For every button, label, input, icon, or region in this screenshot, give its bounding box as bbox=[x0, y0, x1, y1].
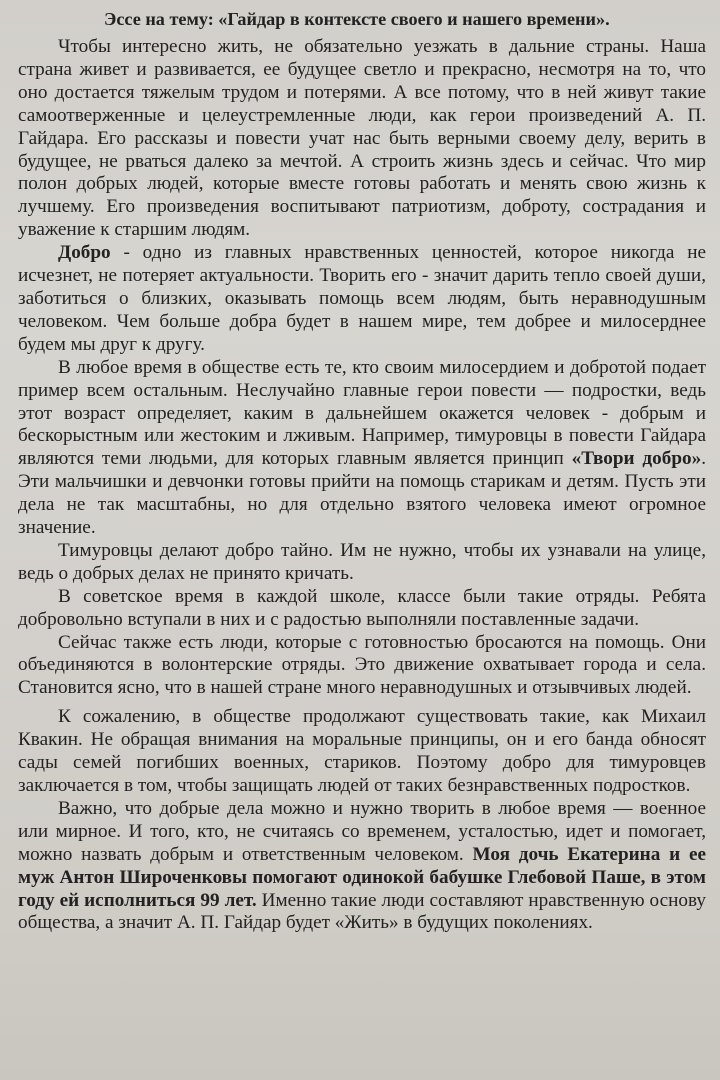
text-run: Именно такие люди составляют нравственную основу общества, а значит А. П. Гайдар будет «Жить» в будущих поколениях. bbox=[18, 889, 706, 934]
text-run: Сейчас также есть люди, которые с готовностью бросаются на помощь. Они объединяются в волонтерские отряды. Это движение охватывает города и села. Становится ясно, что в нашей стране много неравнодушных и отзывчивых людей. bbox=[18, 631, 706, 699]
text-run: Важно, что добрые дела можно и нужно творить в любое время — военное или мирное. И того, кто, не считаясь со временем, усталостью, идет и помогает, можно назвать добрым и ответственным человеком. bbox=[18, 797, 706, 865]
paragraph-4 bbox=[18, 540, 706, 586]
paragraph-7 bbox=[18, 706, 706, 798]
essay-title: Эссе на тему: «Гайдар в контексте своего и нашего времени». bbox=[104, 9, 610, 29]
text-run: В советское время в каждой школе, классе были такие отряды. Ребята добровольно вступали в них и с радостью выполняли поставленные задачи. bbox=[18, 585, 706, 630]
essay-body bbox=[18, 36, 706, 935]
paragraph-6 bbox=[18, 632, 706, 701]
text-run: К сожалению, в обществе продолжают существовать такие, как Михаил Квакин. Не обращая внимания на моральные принципы, он и его банда обносят сады семей погибших военных, стариков. Поэтому добро для тимуровцев заключается в том, чтобы защищать людей от таких безнравственных подростков. bbox=[18, 706, 706, 796]
paragraph-3 bbox=[18, 357, 706, 540]
text-run: - одно из главных нравственных ценностей, которое никогда не исчезнет, не потеряет актуальности. Творить его - значит дарить тепло своей души, заботиться о близких, оказывать помощь всем людям, быть неравнодушным человеком. Чем больше добра будет в нашем мире, тем добрее и милосерднее будем мы друг к другу. bbox=[18, 242, 706, 355]
paragraph-1 bbox=[18, 36, 706, 242]
paragraph-5 bbox=[18, 586, 706, 632]
paragraph-8 bbox=[18, 798, 706, 935]
text-run: . Эти мальчишки и девчонки готовы прийти на помощь старикам и детям. Пусть эти дела не так масштабны, но для отдельно взятого человека имеют огромное значение. bbox=[18, 448, 706, 539]
bold-text-run: «Твори добро» bbox=[571, 448, 702, 470]
bold-text-run: Моя дочь Екатерина и ее муж Антон Широченковы помогают одинокой бабушке Глебовой Паше, в этом году ей исполниться 99 лет. bbox=[18, 843, 706, 911]
bold-text-run: Добро bbox=[58, 242, 111, 264]
text-run: Тимуровцы делают добро тайно. Им не нужно, чтобы их узнавали на улице, ведь о добрых делах не принято кричать. bbox=[18, 539, 706, 584]
text-run: В любое время в обществе есть те, кто своим милосердием и добротой подает пример всем остальным. Неслучайно главные герои повести — подростки, ведь этот возраст определяет, каким в дальнейшем окажется человек - добрым и бескорыстным или жестоким и лживым. Например, тимуровцы в повести Гайдара являются теми людьми, для которых главным является принцип bbox=[18, 356, 706, 470]
text-run: Чтобы интересно жить, не обязательно уезжать в дальние страны. Наша страна живет и развивается, ее будущее светло и прекрасно, несмотря на то, что оно достается тяжелым трудом и потерями. А все потому, что в ней живут такие самоотверженные и целеустремленные люди, как герои произведений А. П. Гайдара. Его рассказы и повести учат нас быть верными своему делу, верить в будущее, не рваться далеко за мечтой. А строить жизнь здесь и сейчас. Что мир полон добрых людей, которые вместе готовы работать и менять свою жизнь к лучшему. Его произведения воспитывают патриотизм, доброту, сострадания и уважение к старшим людям. bbox=[18, 36, 706, 241]
paragraph-2 bbox=[18, 242, 706, 357]
